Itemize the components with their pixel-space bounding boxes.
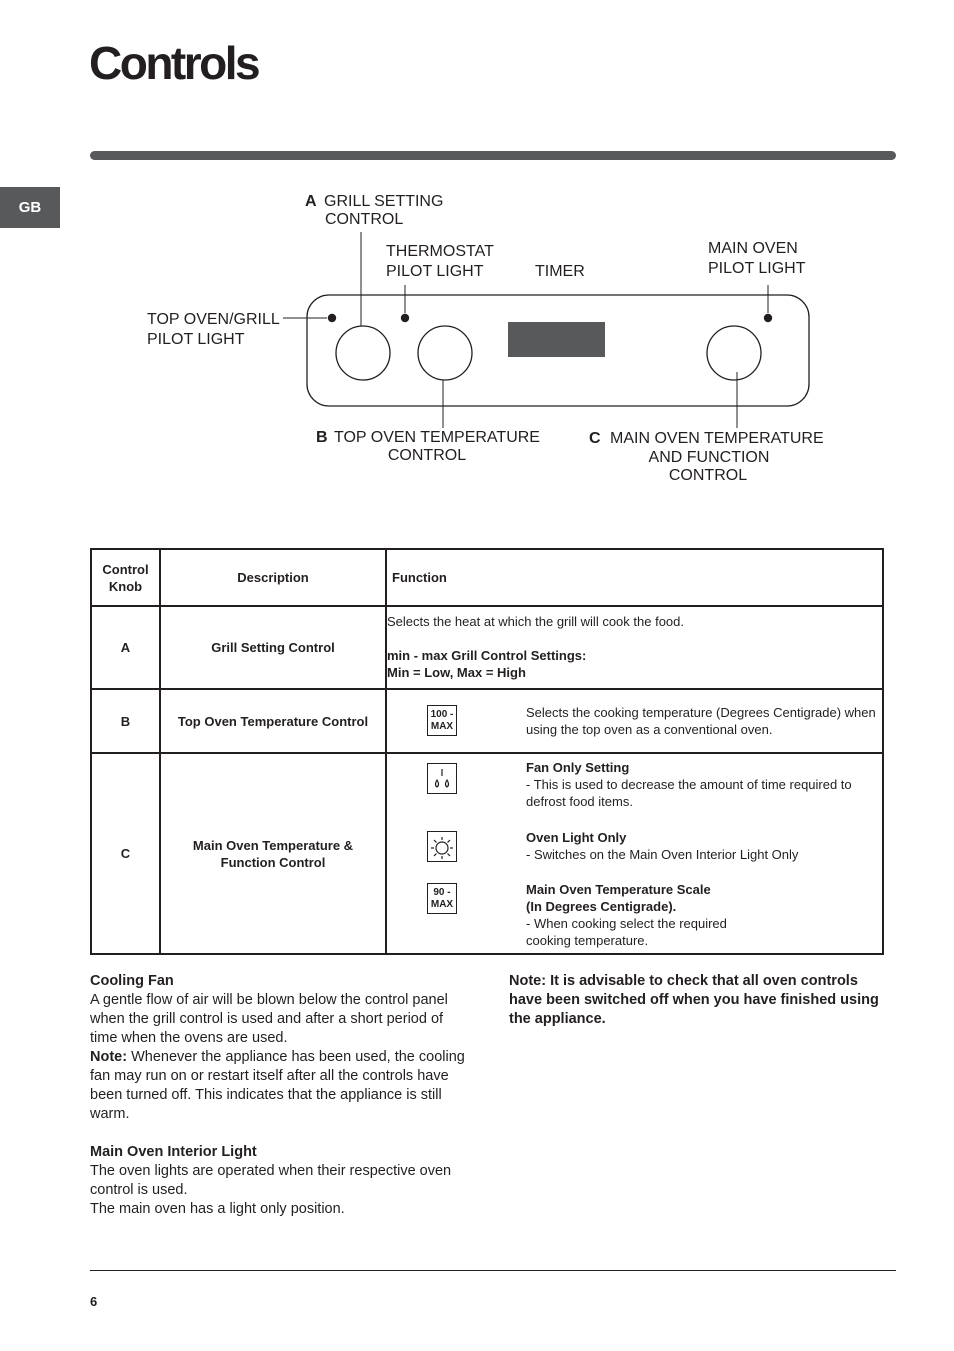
- interior-light-heading: Main Oven Interior Light: [90, 1144, 257, 1160]
- thermostat-label-line1: THERMOSTAT: [386, 243, 494, 260]
- fan-only-text: - This is used to decrease the amount of time required to defrost food items.: [526, 777, 852, 809]
- controls-table: [90, 548, 884, 955]
- temperature-scale-text2: cooking temperature.: [526, 933, 649, 948]
- row-c-knob: C: [91, 753, 160, 954]
- temperature-scale-text1: - When cooking select the required: [526, 916, 727, 931]
- row-a-bold1: min - max Grill Control Settings:: [387, 648, 587, 663]
- label-c-line1: MAIN OVEN TEMPERATURE: [610, 430, 824, 447]
- row-a-knob: A: [91, 606, 160, 689]
- label-a-line1: GRILL SETTING: [324, 193, 444, 210]
- interior-light-text2: The main oven has a light only position.: [90, 1201, 345, 1217]
- row-a-text: Selects the heat at which the grill will cook the food.: [387, 614, 684, 629]
- label-a-line2: CONTROL: [325, 211, 404, 228]
- temperature-scale-90-max-icon: 90 - MAX: [427, 883, 457, 914]
- interior-light-text1: The oven lights are operated when their respective oven control is used.: [90, 1163, 452, 1198]
- label-c-line3: CONTROL: [668, 467, 748, 484]
- top-pilot-label-line1: TOP OVEN/GRILL: [147, 311, 280, 328]
- left-column: [90, 972, 470, 1219]
- footer-rule: [90, 1270, 896, 1271]
- row-a-description: Grill Setting Control: [160, 606, 386, 689]
- label-b-line2: CONTROL: [387, 447, 467, 464]
- page-title: Controls: [89, 37, 259, 89]
- timer-display: [508, 322, 605, 357]
- cooling-fan-note: Note: Whenever the appliance has been used, the cooling fan may run on or restart itself after all the controls have been turned off. This indicates that the appliance is still warm.: [90, 1049, 465, 1122]
- advice-note: Note: It is advisable to check that all oven controls have been switched off when you have finished using the appliance.: [509, 973, 879, 1027]
- oven-light-title: Oven Light Only: [526, 830, 627, 845]
- label-b-line1: TOP OVEN TEMPERATURE: [334, 429, 540, 446]
- thermostat-label-line2: PILOT LIGHT: [386, 263, 484, 280]
- control-panel-diagram: [0, 0, 954, 520]
- label-c-line2: AND FUNCTION: [648, 449, 770, 466]
- page-number: 6: [90, 1294, 98, 1309]
- cooling-fan-text: A gentle flow of air will be blown below the control panel when the grill control is used and after a short period of time when the ovens are used.: [90, 992, 448, 1046]
- knob-a: [336, 326, 390, 380]
- knob-b: [418, 326, 472, 380]
- header-knob: Control Knob: [91, 549, 160, 606]
- temperature-scale-title1: Main Oven Temperature Scale: [526, 882, 711, 897]
- header-function: Function: [386, 549, 883, 606]
- temperature-scale-title2: (In Degrees Centigrade).: [526, 899, 677, 914]
- right-column: [509, 972, 884, 1029]
- row-b-function: [386, 689, 883, 753]
- row-a-function: [386, 606, 883, 689]
- header-description: Description: [160, 549, 386, 606]
- defrost-drops-icon: [427, 763, 457, 794]
- main-pilot-label-line2: PILOT LIGHT: [708, 260, 806, 277]
- main-oven-pilot-light: [764, 314, 772, 322]
- row-b-text: Selects the cooking temperature (Degrees Centigrade) when using the top oven as a conventional oven.: [526, 705, 876, 737]
- table-row-c: [91, 753, 883, 954]
- language-tab: GB: [0, 187, 60, 228]
- row-b-description: Top Oven Temperature Control: [160, 689, 386, 753]
- table-row-b: [91, 689, 883, 753]
- row-b-knob: B: [91, 689, 160, 753]
- row-c-description: Main Oven Temperature & Function Control: [160, 753, 386, 954]
- cooling-fan-heading: Cooling Fan: [90, 973, 174, 989]
- label-b-letter: B: [316, 429, 328, 446]
- table-header-row: [91, 549, 883, 606]
- top-oven-pilot-light: [328, 314, 336, 322]
- oven-light-icon: [427, 831, 457, 862]
- label-c-letter: C: [589, 430, 601, 447]
- oven-light-text: - Switches on the Main Oven Interior Light Only: [526, 847, 799, 862]
- row-c-function: [386, 753, 883, 954]
- table-row-a: [91, 606, 883, 689]
- fan-only-title: Fan Only Setting: [526, 760, 630, 775]
- timer-label: TIMER: [535, 263, 585, 280]
- knob-c: [707, 326, 761, 380]
- top-pilot-label-line2: PILOT LIGHT: [147, 331, 245, 348]
- main-pilot-label-line1: MAIN OVEN: [708, 240, 798, 257]
- thermostat-pilot-light: [401, 314, 409, 322]
- label-a-letter: A: [305, 193, 317, 210]
- temperature-scale-100-max-icon: 100 - MAX: [427, 705, 457, 736]
- row-a-bold2: Min = Low, Max = High: [387, 665, 526, 680]
